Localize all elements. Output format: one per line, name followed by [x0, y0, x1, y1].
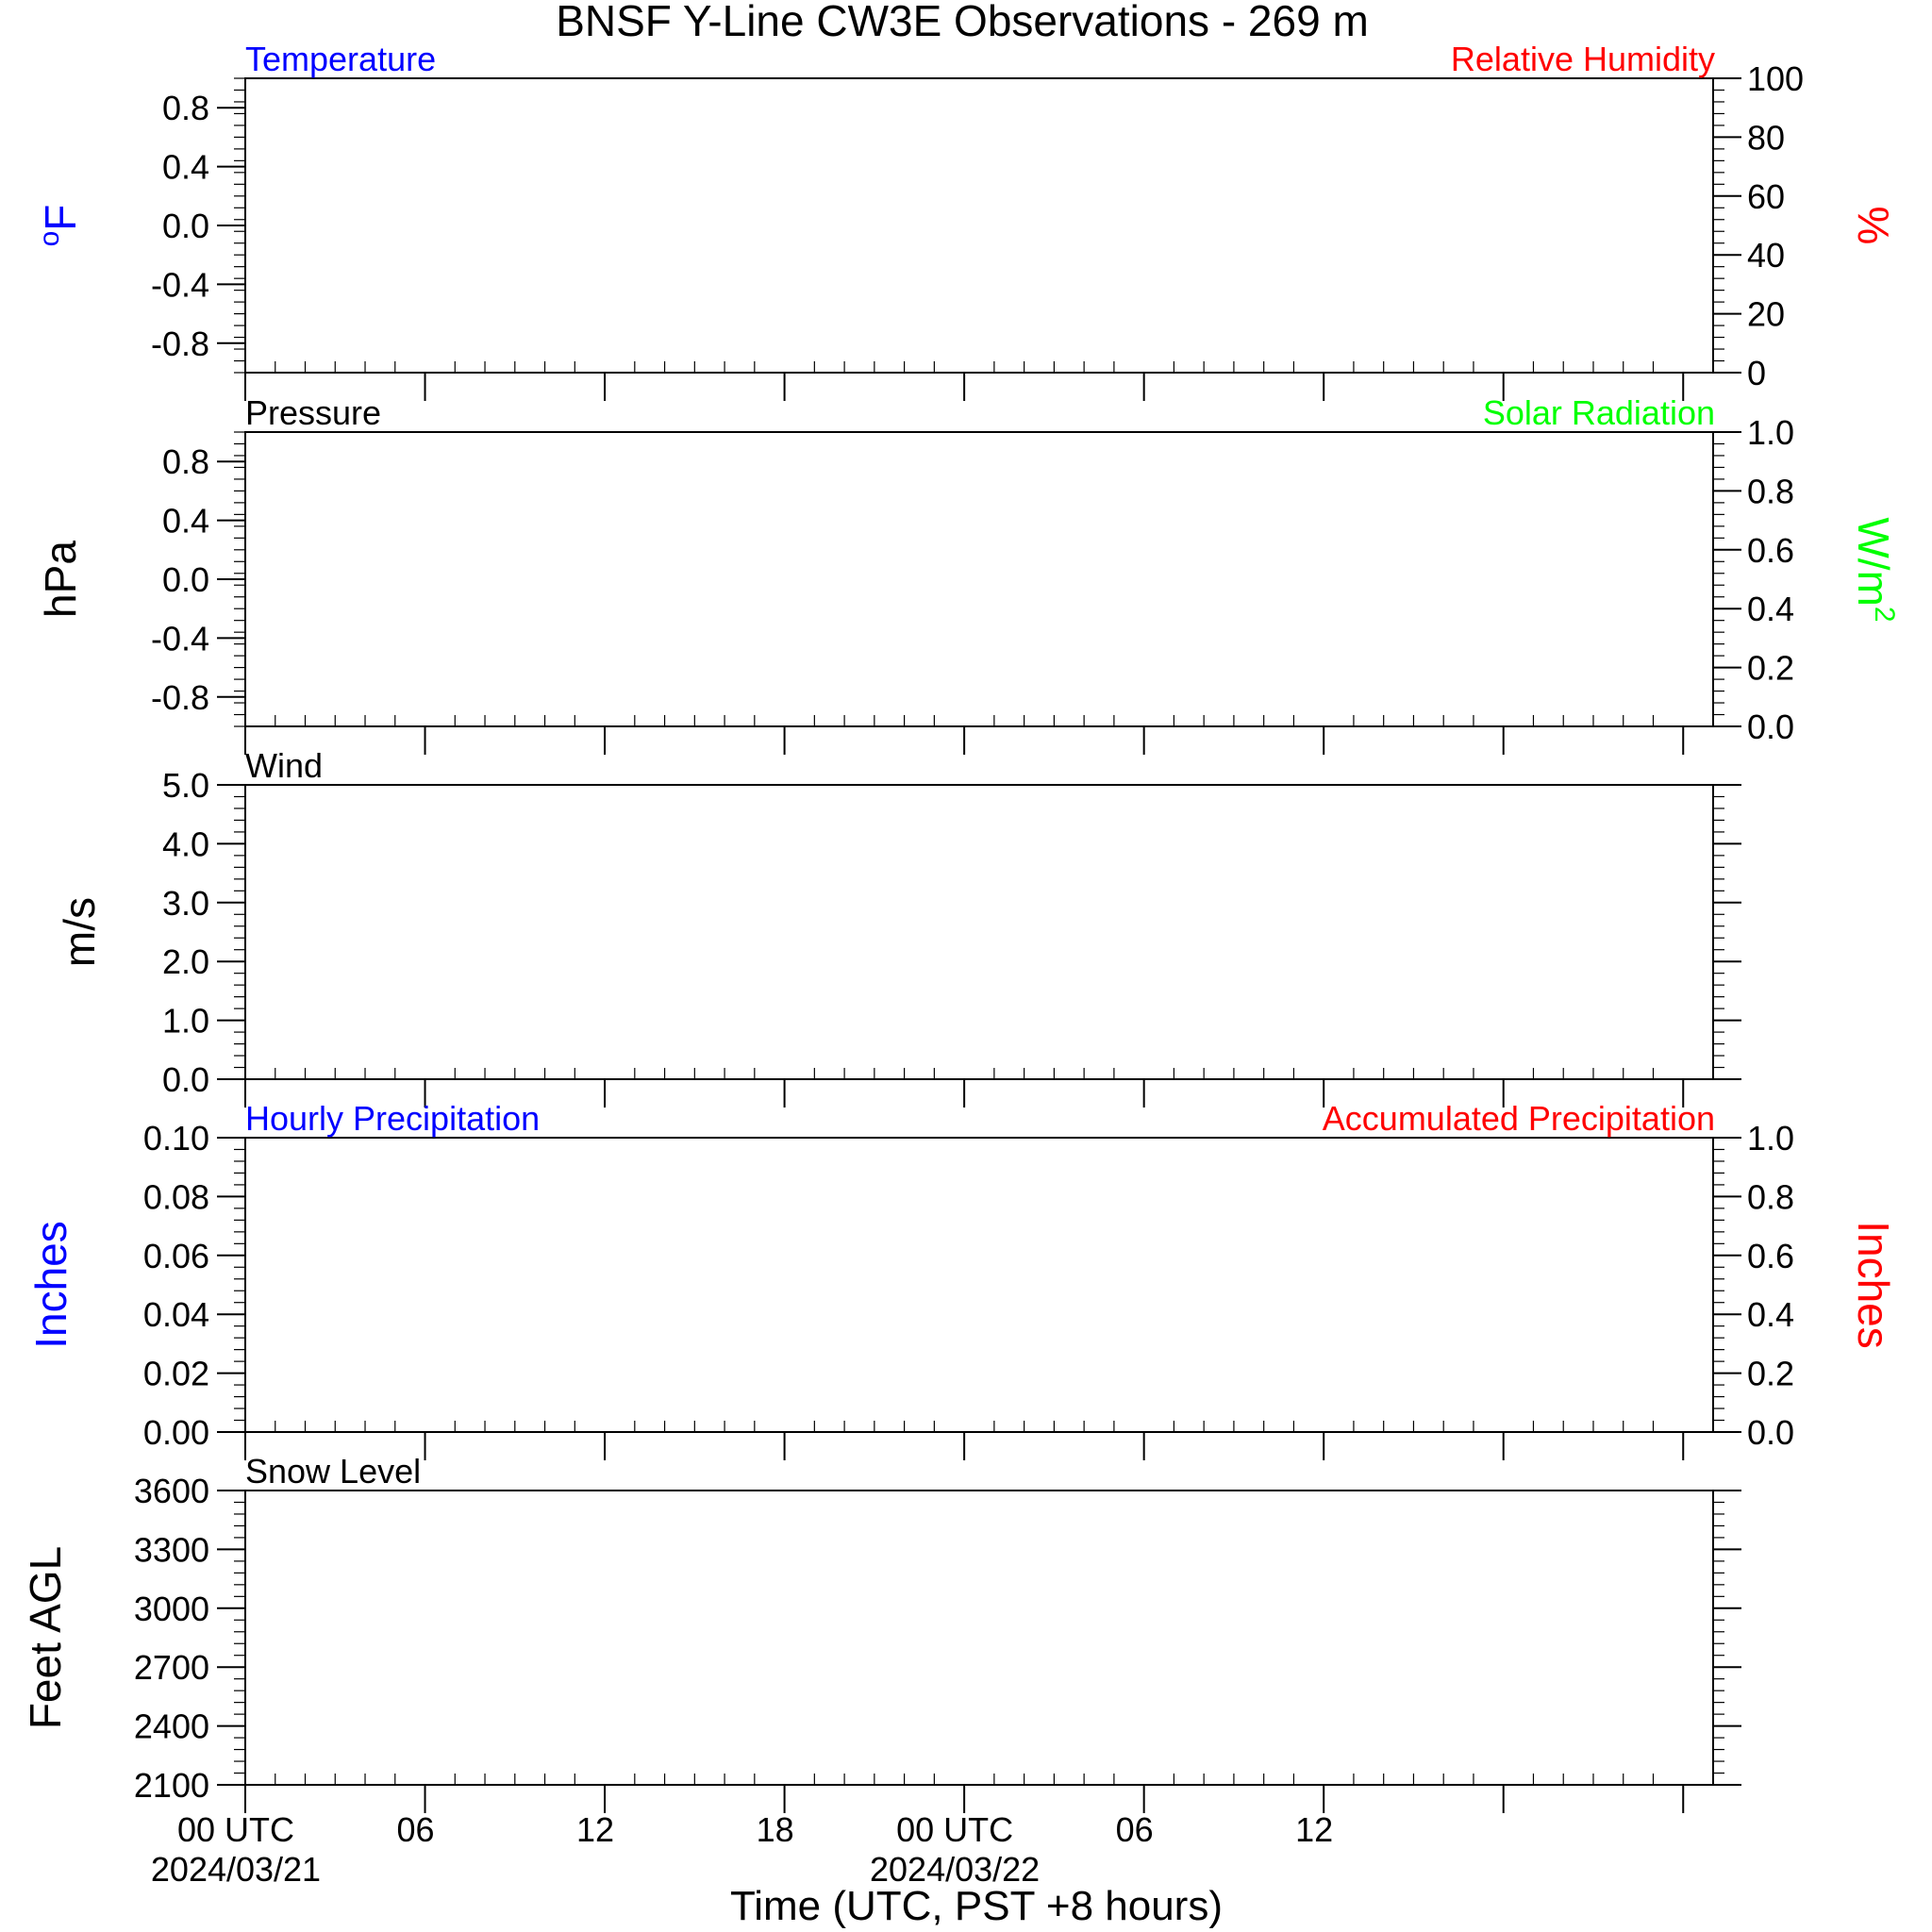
x-axis — [151, 1810, 1333, 1889]
x-tick-label: 00 UTC — [896, 1810, 1014, 1849]
x-tick-label: 12 — [576, 1810, 615, 1849]
panel-right-title: Relative Humidity — [1450, 40, 1715, 78]
right-tick-label: 0.4 — [1747, 590, 1795, 629]
panel-left-title: Snow Level — [245, 1452, 422, 1491]
panel-frame — [245, 1138, 1713, 1432]
left-tick-label: 2100 — [133, 1766, 209, 1805]
left-tick-label: 3600 — [133, 1472, 209, 1510]
left-tick-label: 3.0 — [161, 883, 209, 923]
unit-base: F — [36, 204, 85, 231]
left-tick-label: 0.0 — [161, 560, 209, 599]
right-tick-label: 0.0 — [1747, 1413, 1795, 1452]
panel-left-title: Wind — [245, 746, 324, 785]
left-tick-label: 5.0 — [161, 766, 209, 805]
left-tick-label: 0.4 — [161, 501, 209, 541]
right-tick-label: 0.2 — [1747, 1354, 1795, 1393]
right-tick-label: 40 — [1747, 236, 1786, 275]
right-tick-label: 1.0 — [1747, 413, 1795, 452]
left-tick-label: 1.0 — [161, 1001, 209, 1041]
right-tick-label: 100 — [1747, 59, 1805, 98]
left-tick-label: 0.02 — [142, 1354, 209, 1393]
left-tick-label: 3300 — [133, 1530, 209, 1570]
left-unit-label — [34, 205, 85, 247]
right-tick-label: 0.8 — [1747, 1177, 1795, 1217]
right-unit-label — [1849, 517, 1900, 622]
left-tick-label: 2700 — [133, 1648, 209, 1688]
left-unit-label: hPa — [36, 541, 85, 618]
right-tick-label: 0.0 — [1747, 708, 1795, 746]
right-tick-label: 0 — [1747, 354, 1767, 392]
panel-2 — [55, 746, 1741, 1108]
left-tick-label: 2.0 — [161, 942, 209, 982]
panel-right-title: Accumulated Precipitation — [1322, 1099, 1715, 1138]
x-tick-label: 00 UTC — [176, 1810, 295, 1849]
left-tick-label: 0.00 — [142, 1413, 209, 1452]
left-unit-label: Inches — [26, 1221, 75, 1349]
left-unit-label: Feet AGL — [21, 1545, 70, 1730]
right-tick-label: 0.6 — [1747, 1236, 1795, 1275]
left-tick-label: -0.8 — [150, 324, 209, 363]
panel-0 — [34, 40, 1898, 401]
right-tick-label: 20 — [1747, 294, 1786, 334]
left-tick-label: 0.8 — [161, 442, 209, 482]
left-tick-label: 0.4 — [161, 147, 209, 187]
right-tick-label: 0.2 — [1747, 648, 1795, 688]
left-tick-label: -0.4 — [150, 265, 209, 305]
left-tick-label: 2400 — [133, 1707, 209, 1746]
x-tick-label: 06 — [1115, 1810, 1154, 1849]
left-tick-label: -0.8 — [150, 677, 209, 717]
right-tick-label: 0.8 — [1747, 472, 1795, 511]
left-tick-label: 0.0 — [161, 1060, 209, 1099]
panel-left-title: Temperature — [245, 40, 437, 78]
right-tick-label: 0.4 — [1747, 1295, 1795, 1335]
x-tick-date-label: 2024/03/21 — [150, 1850, 322, 1889]
x-tick-label: 18 — [756, 1810, 794, 1849]
unit-superscript: 2 — [1869, 606, 1900, 623]
right-unit-label: % — [1849, 206, 1898, 245]
panel-4 — [21, 1452, 1741, 1813]
panels — [21, 40, 1900, 1813]
panel-left-title: Pressure — [245, 393, 382, 432]
x-tick-label: 12 — [1295, 1810, 1334, 1849]
x-axis-label: Time (UTC, PST +8 hours) — [729, 1883, 1224, 1929]
panel-frame — [245, 432, 1713, 726]
right-tick-label: 1.0 — [1747, 1119, 1795, 1158]
figure-title: BNSF Y-Line CW3E Observations - 269 m — [556, 0, 1369, 45]
left-tick-label: 0.08 — [142, 1177, 209, 1217]
left-tick-label: 0.04 — [142, 1295, 209, 1335]
x-tick-label: 06 — [396, 1810, 435, 1849]
left-tick-label: 0.0 — [161, 207, 209, 245]
unit-superscript: o — [34, 230, 65, 247]
left-tick-label: -0.4 — [150, 619, 209, 658]
x-tick-date-label: 2024/03/22 — [870, 1850, 1041, 1889]
right-tick-label: 60 — [1747, 176, 1786, 216]
panel-3 — [26, 1099, 1898, 1460]
left-tick-label: 4.0 — [161, 824, 209, 864]
unit-base: W/m — [1849, 517, 1898, 607]
panel-1 — [36, 393, 1900, 755]
left-tick-label: 0.10 — [142, 1119, 209, 1158]
panel-frame — [245, 78, 1713, 373]
right-tick-label: 80 — [1747, 118, 1786, 158]
left-tick-label: 0.8 — [161, 89, 209, 128]
right-tick-label: 0.6 — [1747, 530, 1795, 570]
panel-right-title: Solar Radiation — [1482, 393, 1715, 432]
left-unit-label: m/s — [55, 896, 104, 968]
panel-frame — [245, 1491, 1713, 1785]
right-unit-label: Inches — [1849, 1221, 1898, 1349]
panel-frame — [245, 785, 1713, 1079]
panel-left-title: Hourly Precipitation — [245, 1099, 541, 1138]
left-tick-label: 3000 — [133, 1589, 209, 1628]
left-tick-label: 0.06 — [142, 1236, 209, 1275]
